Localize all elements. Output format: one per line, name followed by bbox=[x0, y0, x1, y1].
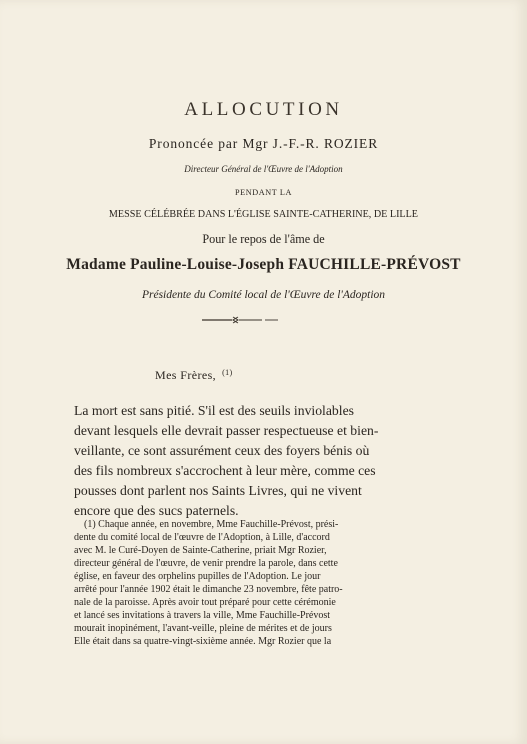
body-line: veillante, ce sont assurément ceux des foyers bénis où bbox=[74, 443, 370, 458]
footnote-line: Elle était dans sa quatre-vingt-sixième année. Mgr Rozier que la bbox=[74, 636, 332, 647]
repose-line: Pour le repos de l'âme de bbox=[202, 232, 325, 246]
deceased-name: Madame Pauline-Louise-Joseph FAUCHILLE-PRÉVOST bbox=[66, 256, 461, 273]
pendant-line: PENDANT LA bbox=[234, 188, 293, 197]
footnote-line: dente du comité local de l'œuvre de l'Adoption, à Lille, d'accord bbox=[74, 532, 330, 543]
page-title: ALLOCUTION bbox=[184, 99, 343, 120]
body-line: encore que des sucs paternels. bbox=[74, 503, 239, 518]
speaker-line: Prononcée par Mgr J.-F.-R. ROZIER bbox=[148, 136, 379, 151]
speaker-role: Directeur Général de l'Œuvre de l'Adoption bbox=[184, 164, 343, 174]
footnote-line: mourait inopinément, l'avant-veille, pleine de mérites et de jours bbox=[74, 623, 332, 634]
body-line: des fils nombreux s'accrochent à leur mère, comme ces bbox=[74, 463, 376, 478]
salutation-text: Mes Frères, bbox=[155, 368, 217, 382]
footnote-line: arrêté pour l'année 1902 était le dimanche 23 novembre, fête patro- bbox=[74, 584, 343, 595]
mass-line: MESSE CÉLÉBRÉE DANS L'ÉGLISE SAINTE-CATHERINE, DE LILLE bbox=[108, 208, 418, 220]
footnote-marker: (1) bbox=[222, 368, 233, 377]
footnote-line: nale de la paroisse. Après avoir tout préparé pour cette cérémonie bbox=[74, 597, 336, 608]
body-line: devant lesquels elle devrait passer respectueuse et bien- bbox=[74, 423, 379, 438]
ornament-divider bbox=[200, 315, 280, 325]
body-line: La mort est sans pitié. S'il est des seuils inviolables bbox=[74, 403, 354, 418]
footnote-line: directeur général de l'œuvre, de venir prendre la parole, dans cette bbox=[74, 558, 338, 569]
body-line: pousses dont parlent nos Saints Livres, qui ne vivent bbox=[74, 483, 362, 498]
footnote-line: avec M. le Curé-Doyen de Sainte-Catherine, priait Mgr Rozier, bbox=[74, 545, 327, 556]
salutation bbox=[155, 368, 233, 383]
footnote-line: et lancé ses invitations à travers la ville, Mme Fauchille-Prévost bbox=[74, 610, 331, 621]
footnote-line: (1) Chaque année, en novembre, Mme Fauchille-Prévost, prési- bbox=[84, 519, 339, 530]
deceased-role: Présidente du Comité local de l'Œuvre de l'Adoption bbox=[141, 289, 386, 301]
footnote-line: église, en faveur des orphelins pupilles de l'Adoption. Le jour bbox=[74, 571, 321, 582]
